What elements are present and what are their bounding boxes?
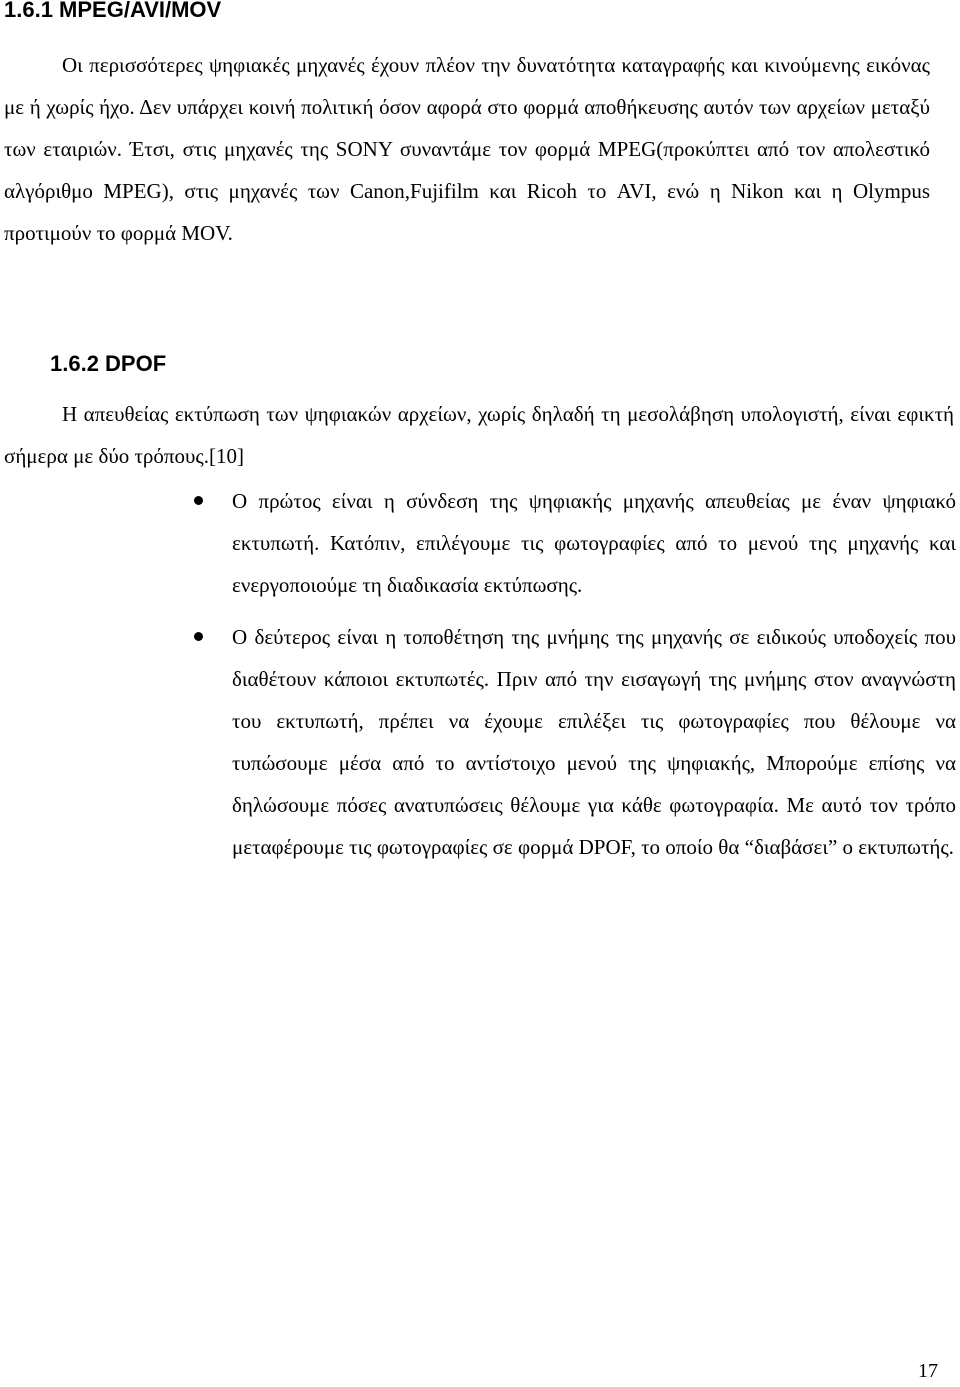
section-heading-dpof: 1.6.2 DPOF — [50, 351, 167, 376]
section-heading-mpeg: 1.6.1 MPEG/AVI/MOV — [4, 0, 222, 22]
paragraph-mpeg: Οι περισσότερες ψηφιακές μηχανές έχουν πλέον την δυνατότητα καταγραφής και κινούμενης εικόνας με ή χωρίς ήχο. Δεν υπάρχει κοινή πολιτική όσον αφορά στο φορμά αποθήκευσης αυτόν των αρχείων μεταξύ των εταιριών. Έτσι, στις μηχανές της SONY συναντάμε τον φορμά MPEG(προκύπτει από τον απολεστικό αλγόριθμο MPEG), στις μηχανές των Canon,Fujifilm και Ricoh το AVI, ενώ η Nikon και η Olympus προτιμούν το φορμά MOV. — [4, 53, 930, 245]
list-item-text: Ο πρώτος είναι η σύνδεση της ψηφιακής μηχανής απευθείας με έναν ψηφιακό εκτυπωτή. Κατόπιν, επιλέγουμε τις φωτογραφίες από το μενού της μηχανής και ενεργοποιούμε τη διαδικασία εκτύπωσης. — [232, 489, 956, 597]
page-number: 17 — [918, 1360, 938, 1382]
dpof-methods-list — [232, 480, 956, 868]
list-item — [232, 616, 956, 868]
bullet-icon — [194, 632, 203, 641]
list-item — [232, 480, 956, 606]
paragraph-dpof: Η απευθείας εκτύπωση των ψηφιακών αρχείων, χωρίς δηλαδή τη μεσολάβηση υπολογιστή, είναι εφικτή σήμερα με δύο τρόπους.[10] — [4, 402, 954, 468]
bullet-icon — [194, 496, 203, 505]
list-item-text: Ο δεύτερος είναι η τοποθέτηση της μνήμης της μηχανής σε ειδικούς υποδοχείς που διαθέτουν κάποιοι εκτυπωτές. Πριν από την εισαγωγή της μνήμης στον αναγνώστη του εκτυπωτή, πρέπει να έχουμε επιλέξει τις φωτογραφίες που θέλουμε να τυπώσουμε μέσα από το αντίστοιχο μενού της ψηφιακής, Μπορούμε επίσης να δηλώσουμε πόσες ανατυπώσεις θέλουμε για κάθε φωτογραφία. Με αυτό τον τρόπο μεταφέρουμε τις φωτογραφίες σε φορμά DPOF, το οποίο θα “διαβάσει” ο εκτυπωτής. — [232, 625, 956, 859]
